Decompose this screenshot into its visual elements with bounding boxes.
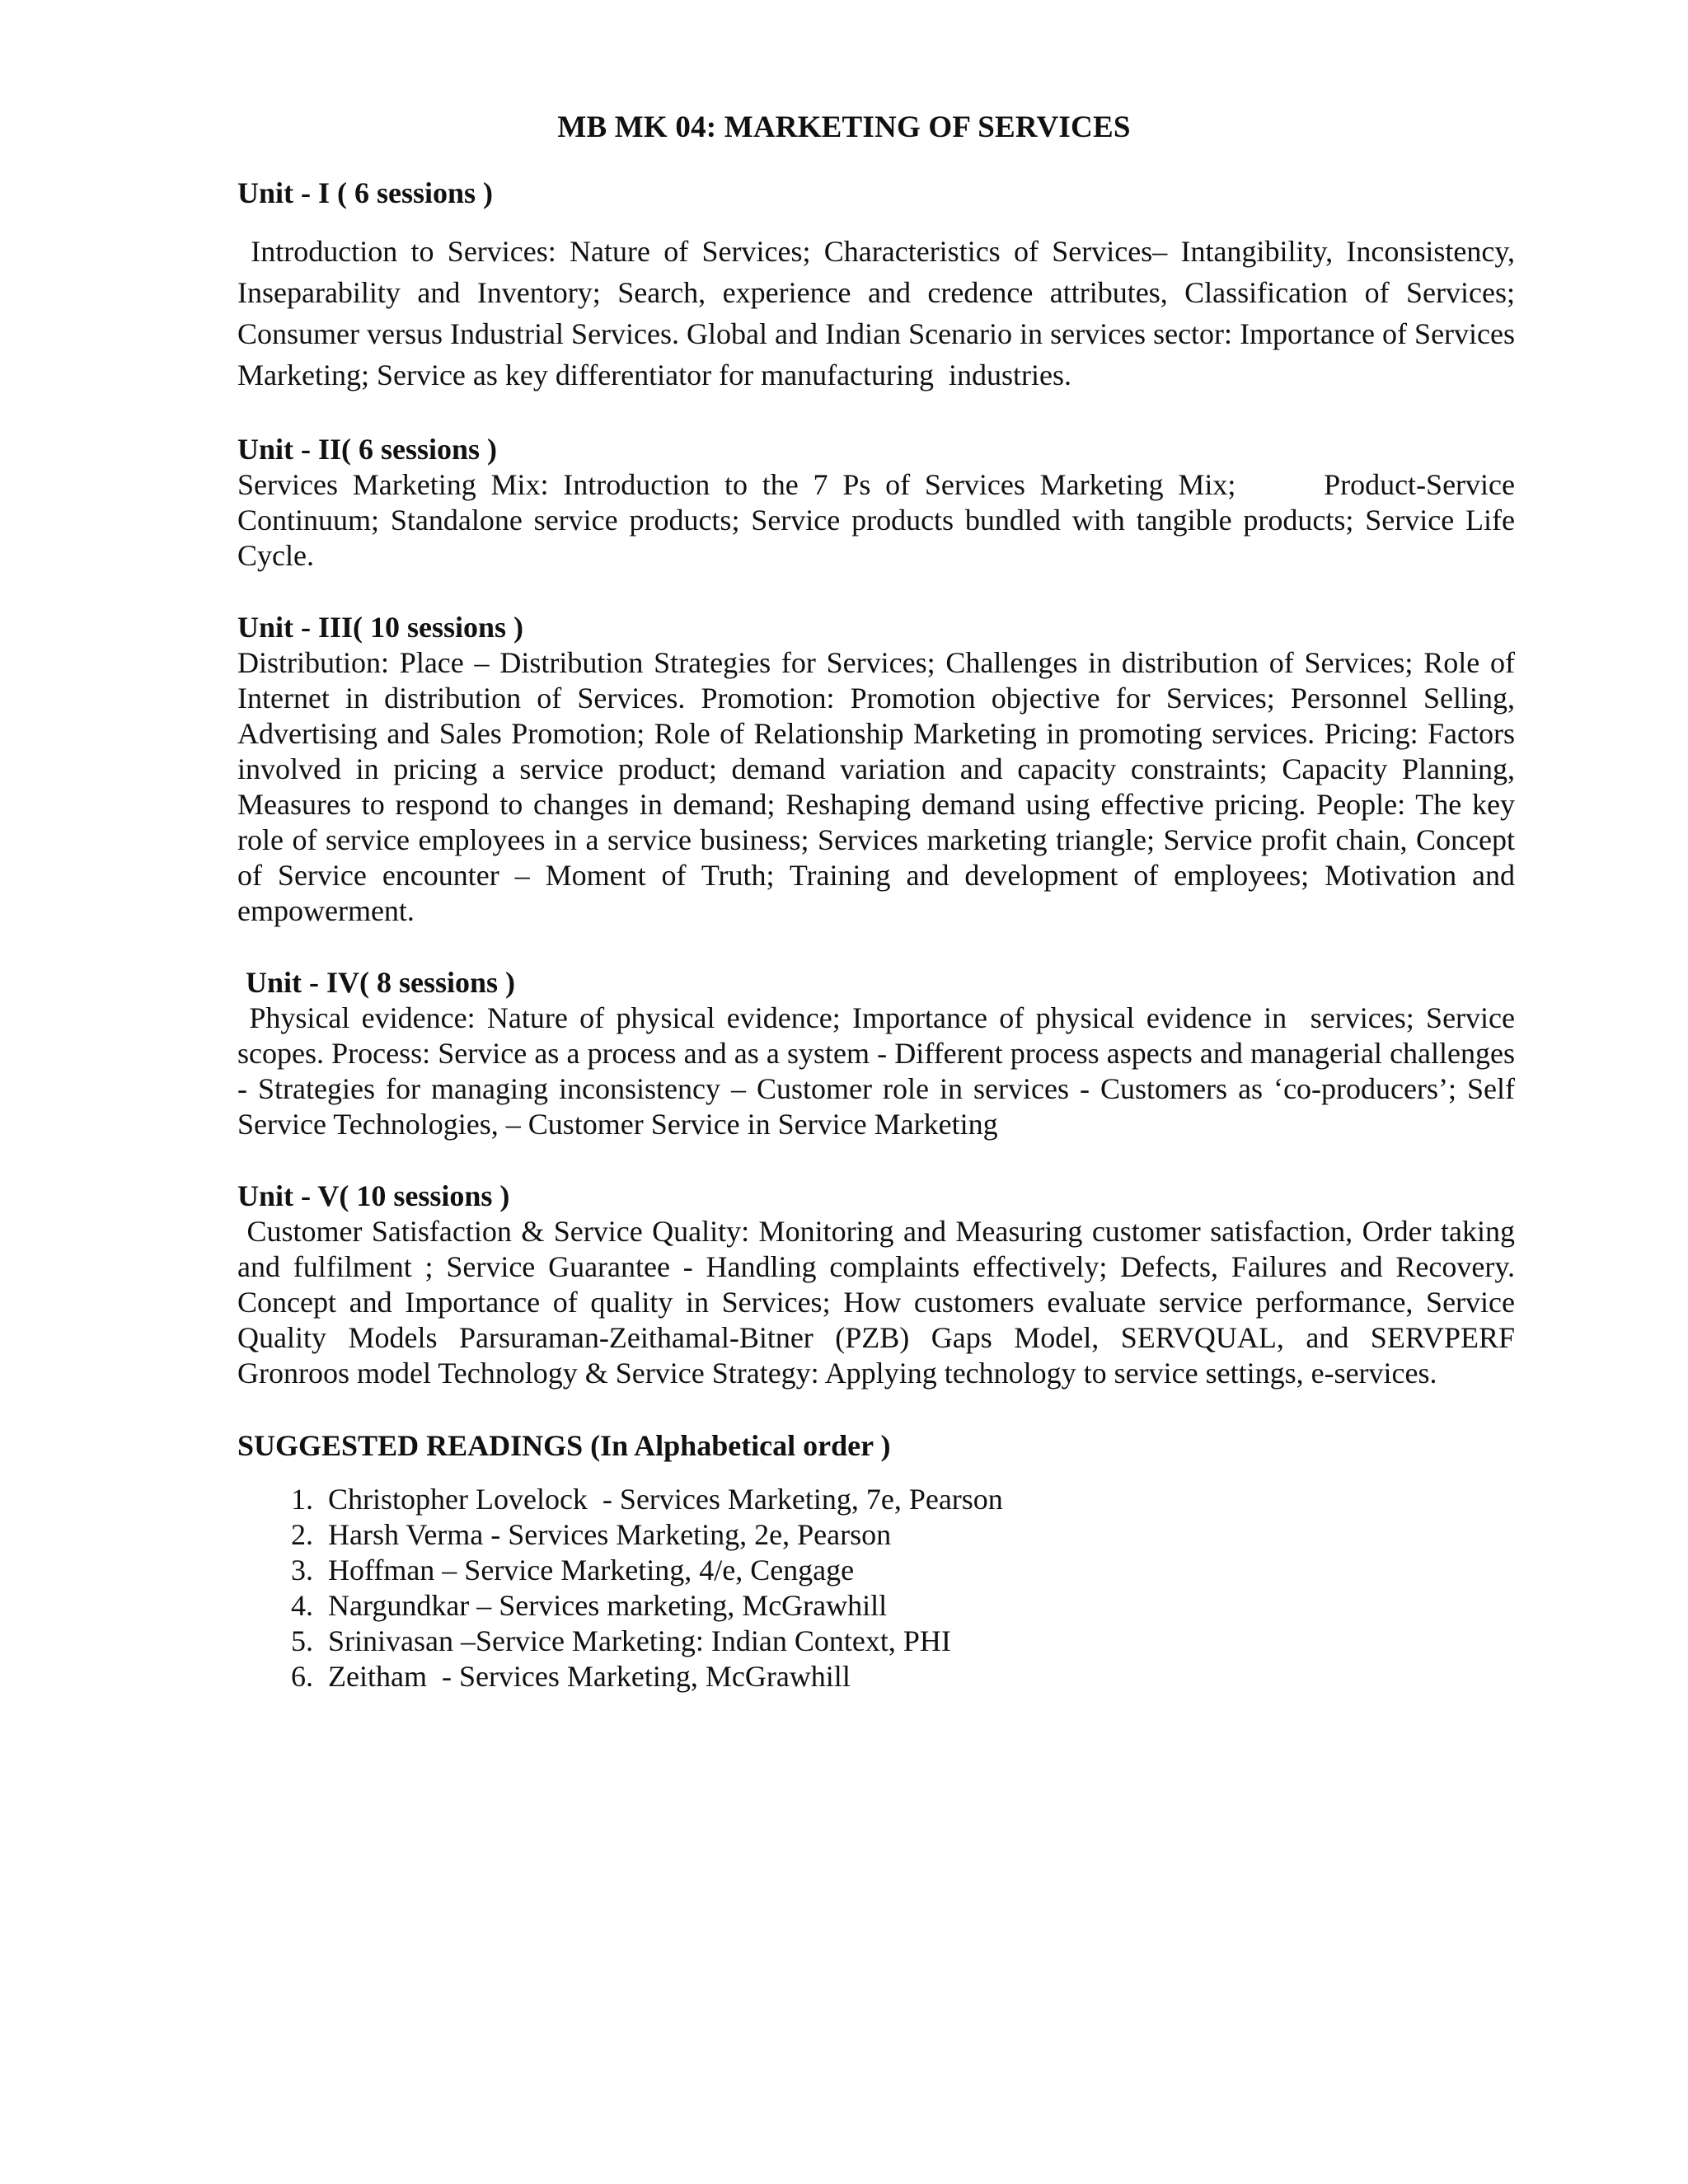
- reading-number: 4.: [291, 1589, 313, 1622]
- reading-number: 1.: [291, 1483, 313, 1516]
- unit-3-section: [237, 609, 1515, 929]
- unit-5-section: [237, 1178, 1523, 1391]
- reading-text: Christopher Lovelock - Services Marketing, 7e, Pearson: [328, 1483, 1003, 1516]
- reading-item: [237, 1482, 1515, 1517]
- reading-text: Harsh Verma - Services Marketing, 2e, Pearson: [328, 1518, 892, 1551]
- document-content: [237, 175, 1523, 1694]
- unit-1-section: [237, 175, 1522, 396]
- reading-text: Zeitham - Services Marketing, McGrawhill: [328, 1660, 851, 1693]
- suggested-readings-heading: SUGGESTED READINGS (In Alphabetical order ): [237, 1429, 891, 1462]
- unit-2-section: [237, 431, 1522, 574]
- reading-text: Srinivasan –Service Marketing: Indian Context, PHI: [328, 1624, 951, 1657]
- reading-text: Hoffman – Service Marketing, 4/e, Cengage: [328, 1554, 855, 1586]
- reading-number: 6.: [291, 1660, 313, 1693]
- suggested-readings-list: [237, 1482, 1515, 1694]
- reading-number: 5.: [291, 1624, 313, 1657]
- unit-1-body: Introduction to Services: Nature of Services; Characteristics of Services– Intangibility, Inconsistency, Inseparability and Inventory; Search, experience and credence attributes, Classification of Services; Consumer versus Industrial Services. Global and Indian Scenario in services sector: Importance of Services Marketing; Service as key differentiator for manufacturing industries.: [237, 235, 1522, 391]
- reading-item: [237, 1517, 1515, 1553]
- unit-1-heading: Unit - I ( 6 sessions ): [237, 176, 494, 209]
- unit-2-heading: Unit - II( 6 sessions ): [237, 433, 498, 466]
- reading-number: 2.: [291, 1518, 313, 1551]
- unit-4-section: [237, 964, 1522, 1142]
- unit-5-body: Customer Satisfaction & Service Quality: Monitoring and Measuring customer satisfaction, Order taking and fulfilment ; Service Guarantee - Handling complaints effectively; Defects, Failures and Recovery. Concept and Importance of quality in Services; How customers evaluate service performance, Service Quality Models Parsuraman-Zeithamal-Bitner (PZB) Gaps Model, SERVQUAL, and SERVPERF Gronroos model Technology & Service Strategy: Applying technology to service settings, e-services.: [237, 1215, 1523, 1390]
- unit-3-heading: Unit - III( 10 sessions ): [237, 611, 524, 644]
- unit-2-body: Services Marketing Mix: Introduction to the 7 Ps of Services Marketing Mix; Product-Service Continuum; Standalone service products; Service products bundled with tangible products; Service Life Cycle.: [237, 468, 1522, 572]
- reading-item: [237, 1553, 1515, 1588]
- page-title: MB MK 04: MARKETING OF SERVICES: [557, 110, 1131, 144]
- reading-number: 3.: [291, 1554, 313, 1586]
- reading-item: [237, 1588, 1515, 1624]
- unit-3-body: Distribution: Place – Distribution Strategies for Services; Challenges in distribution of Services; Role of Internet in distribution of Services. Promotion: Promotion objective for Services; Personnel Selling, Advertising and Sales Promotion; Role of Relationship Marketing in promoting services. Pricing: Factors involved in pricing a service product; demand variation and capacity constraints; Capacity Planning, Measures to respond to changes in demand; Reshaping demand using effective pricing. People: The key role of service employees in a service business; Services marketing triangle; Service profit chain, Concept of Service encounter – Moment of Truth; Training and development of employees; Motivation and empowerment.: [237, 646, 1515, 927]
- unit-5-heading: Unit - V( 10 sessions ): [237, 1179, 510, 1212]
- reading-item: [237, 1659, 1515, 1694]
- unit-4-heading: Unit - IV( 8 sessions ): [246, 966, 516, 999]
- unit-4-body: Physical evidence: Nature of physical evidence; Importance of physical evidence in services; Service scopes. Process: Service as a process and as a system - Different process aspects and managerial challenges - Strategies for managing inconsistency – Customer role in services - Customers as ‘co-producers’; Self Service Technologies, – Customer Service in Service Marketing: [237, 1001, 1522, 1141]
- reading-item: [237, 1624, 1515, 1659]
- reading-text: Nargundkar – Services marketing, McGrawhill: [328, 1589, 888, 1622]
